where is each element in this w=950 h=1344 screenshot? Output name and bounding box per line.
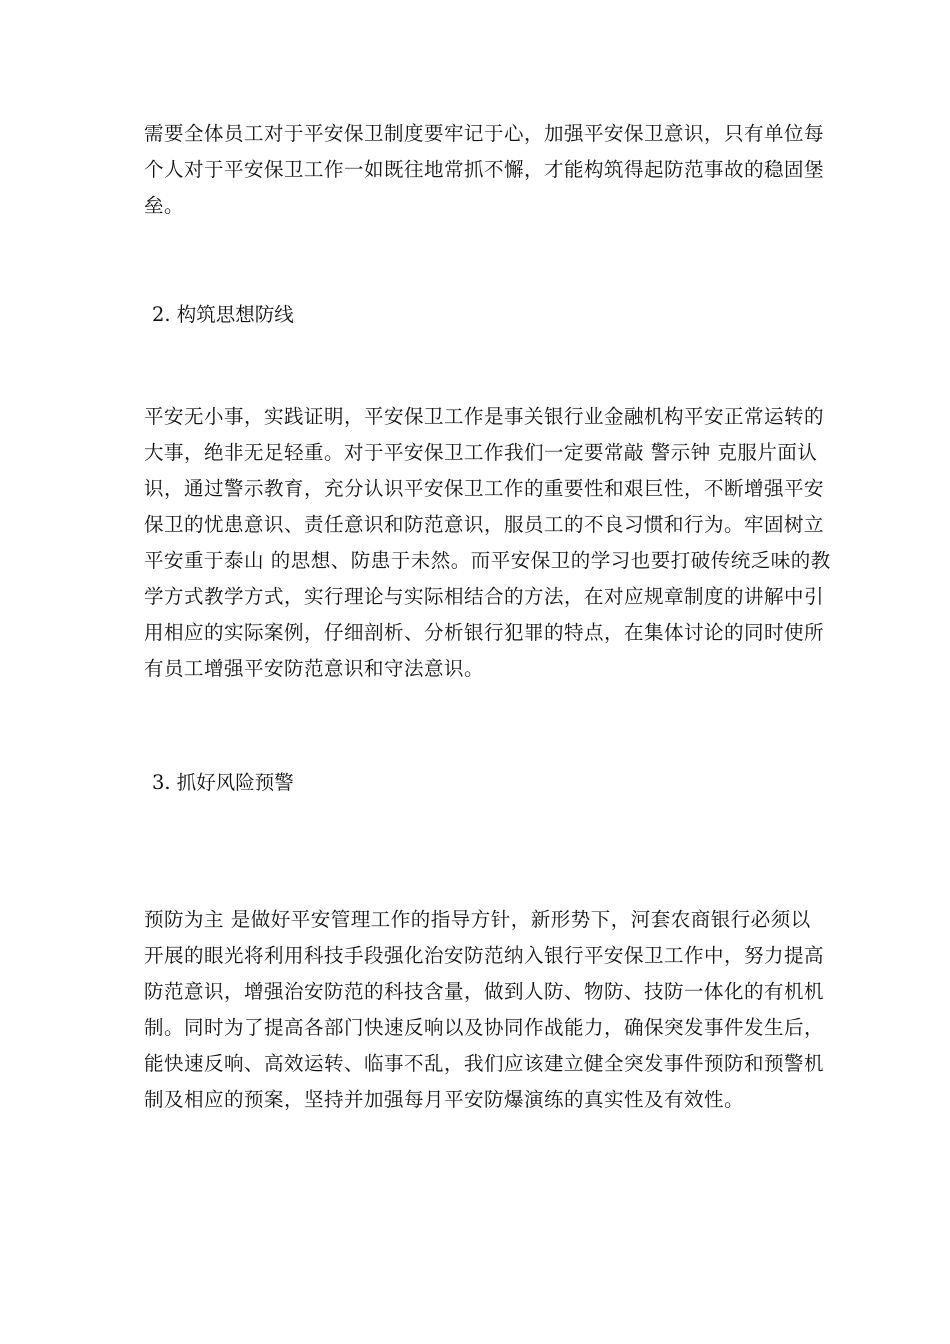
paragraph-line: 垒。 <box>144 194 185 217</box>
paragraph-line: 个人对于平安保卫工作一如既往地常抓不懈，才能构筑得起防范事故的稳固堡 <box>144 158 825 181</box>
paragraph-security-awareness <box>144 116 825 224</box>
paragraph-line: 需要全体员工对于平安保卫制度要牢记于心，加强平安保卫意识，只有单位每 <box>144 122 825 145</box>
paragraph-line: 防范意识，增强治安防范的科技含量，做到人防、物防、技防一体化的有机机 <box>144 980 825 1003</box>
paragraph-line: 学方式教学方式，实行理论与实际相结合的方法，在对应规章制度的讲解中引 <box>144 585 825 608</box>
section-heading-3: 3. 抓好风险预警 <box>152 771 294 794</box>
paragraph-line: 制。同时为了提高各部门快速反响以及协同作战能力，确保突发事件发生后， <box>144 1016 825 1039</box>
paragraph-line: 平安无小事，实践证明，平安保卫工作是事关银行业金融机构平安正常运转的 <box>144 405 825 428</box>
paragraph-line: 有员工增强平安防范意识和守法意识。 <box>144 657 485 680</box>
paragraph-line: 大事，绝非无足轻重。对于平安保卫工作我们一定要常敲 警示钟 克服片面认 <box>144 441 818 464</box>
paragraph-line: 用相应的实际案例，仔细剖析、分析银行犯罪的特点，在集体讨论的同时使所 <box>144 621 825 644</box>
paragraph-ideological-defense <box>144 399 831 687</box>
section-heading-2: 2. 构筑思想防线 <box>152 303 294 326</box>
paragraph-line: 预防为主 是做好平安管理工作的指导方针，新形势下，河套农商银行必须以 <box>144 908 811 931</box>
paragraph-line: 平安重于泰山 的思想、防患于未然。而平安保卫的学习也要打破传统乏味的教 <box>144 549 831 572</box>
paragraph-line: 能快速反响、高效运转、临事不乱，我们应该建立健全突发事件预防和预警机 <box>144 1052 825 1075</box>
paragraph-line: 识，通过警示教育，充分认识平安保卫工作的重要性和艰巨性，不断增强平安 <box>144 477 825 500</box>
paragraph-line: 开展的眼光将利用科技手段强化治安防范纳入银行平安保卫工作中，努力提高 <box>144 944 825 967</box>
paragraph-risk-warning <box>144 902 825 1118</box>
paragraph-line: 保卫的忧患意识、责任意识和防范意识，服员工的不良习惯和行为。牢固树立 <box>144 513 825 536</box>
paragraph-line: 制及相应的预案，坚持并加强每月平安防爆演练的真实性及有效性。 <box>144 1088 745 1111</box>
